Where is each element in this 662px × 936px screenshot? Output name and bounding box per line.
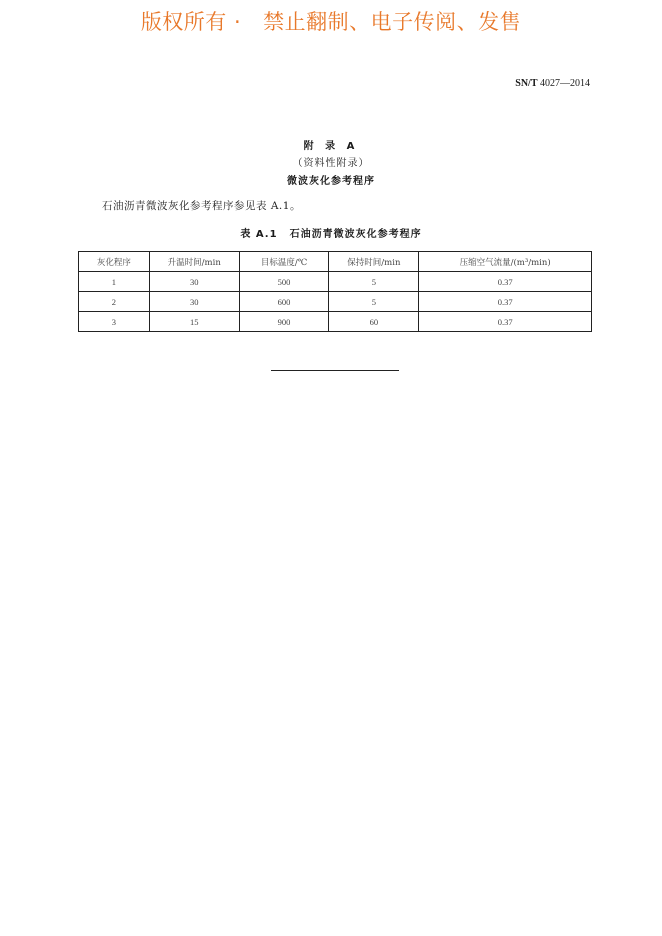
annex-subject: 微波灰化参考程序 — [287, 176, 375, 187]
watermark-part2: 禁止翻制、电子传阅、发售 — [263, 10, 522, 34]
table-cell: 30 — [149, 292, 239, 312]
table-cell: 600 — [239, 292, 329, 312]
header-cell: 压缩空气流量/(m³/min) — [419, 252, 592, 272]
table-cell: 60 — [329, 312, 419, 332]
table-header-row — [79, 252, 592, 272]
watermark-part1: 版权所有 · — [140, 10, 242, 34]
standard-code-prefix: SN/T — [515, 78, 538, 89]
table-cell: 2 — [79, 292, 150, 312]
table-caption — [0, 225, 662, 240]
table-cell: 0.37 — [419, 292, 592, 312]
table-cell: 15 — [149, 312, 239, 332]
table-cell: 3 — [79, 312, 150, 332]
body-paragraph: 石油沥青微波灰化参考程序参见表 A.1。 — [102, 200, 301, 212]
standard-code-number: 4027—2014 — [540, 78, 590, 89]
header-cell: 保持时间/min — [329, 252, 419, 272]
table-row — [79, 292, 592, 312]
table-cell: 500 — [239, 272, 329, 292]
header-cell: 灰化程序 — [79, 252, 150, 272]
table-cell: 1 — [79, 272, 150, 292]
table-caption-title: 石油沥青微波灰化参考程序 — [289, 229, 422, 240]
table-row — [79, 312, 592, 332]
end-of-document-rule — [271, 370, 399, 371]
table-cell: 900 — [239, 312, 329, 332]
table-caption-number: 表 A.1 — [240, 229, 278, 240]
header-cell: 目标温度/℃ — [239, 252, 329, 272]
table-cell: 30 — [149, 272, 239, 292]
header-cell: 升温时间/min — [149, 252, 239, 272]
table-cell: 5 — [329, 292, 419, 312]
table-cell: 0.37 — [419, 312, 592, 332]
table-cell: 0.37 — [419, 272, 592, 292]
copyright-watermark — [0, 6, 662, 36]
table-cell: 5 — [329, 272, 419, 292]
table-row — [79, 272, 592, 292]
ashing-program-table — [78, 251, 592, 332]
annex-type: （资料性附录） — [292, 158, 370, 169]
annex-title: 附 录 A — [303, 141, 359, 152]
standard-code — [515, 78, 590, 89]
